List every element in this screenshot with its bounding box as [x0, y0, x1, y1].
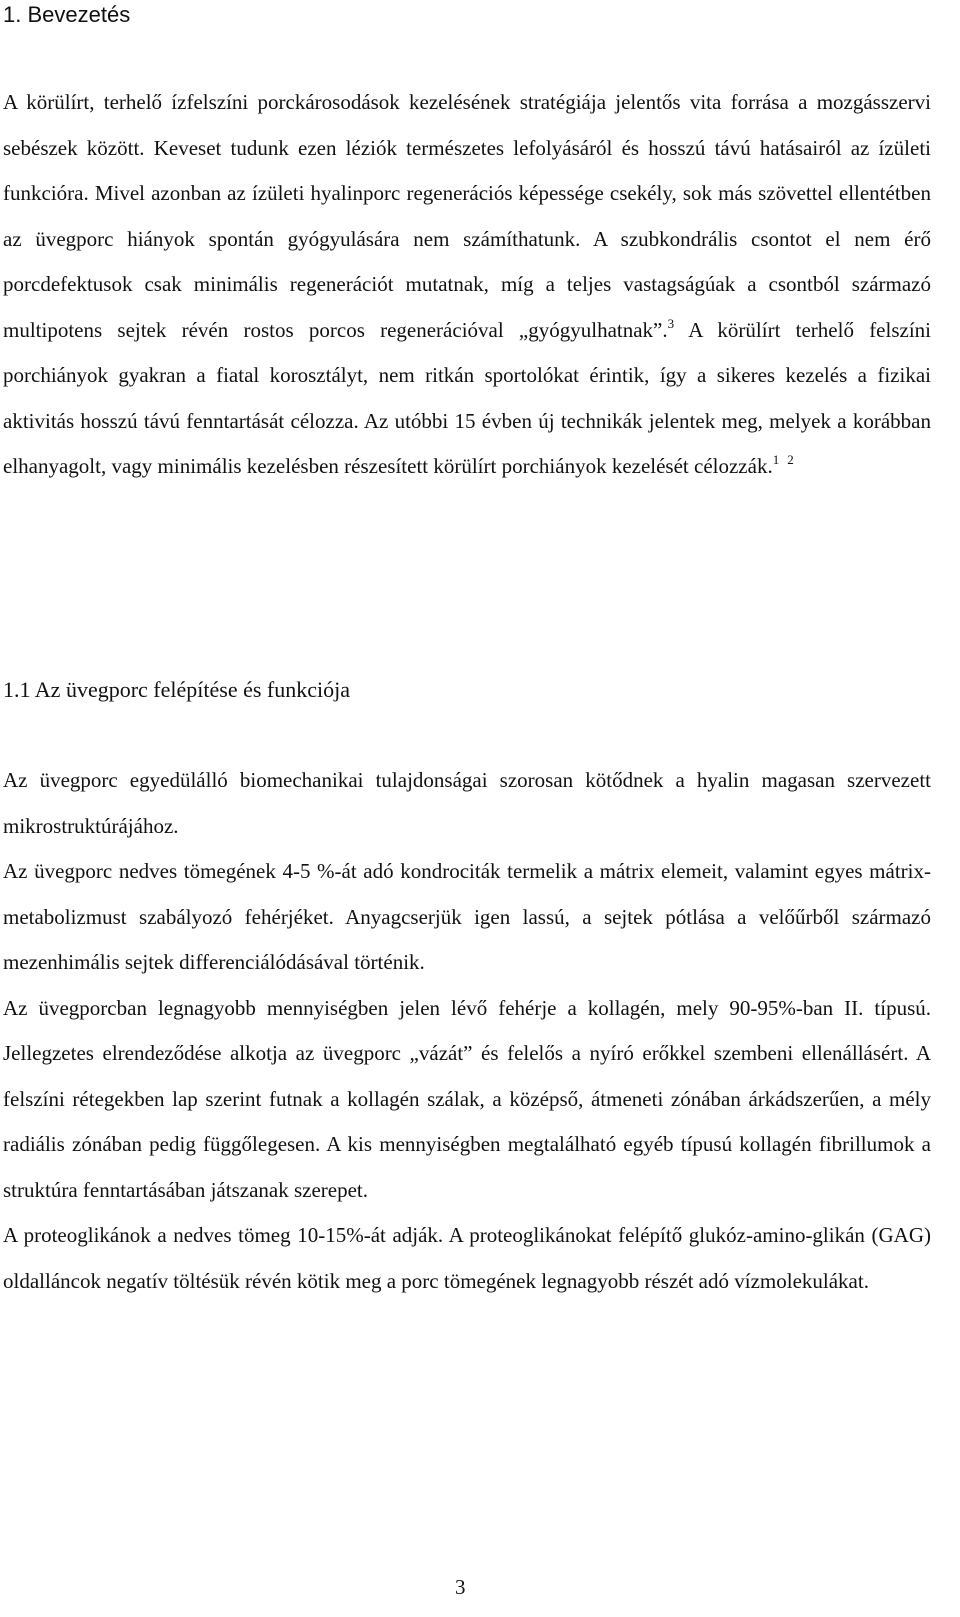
- section-paragraph: Az üvegporc nedves tömegének 4-5 %-át adó kondrociták termelik a mátrix elemeit, valamint egyes mátrix-metabolizmust szabályozó fehérjéket. Anyagcserjük igen lassú, a sejtek pótlása a velőűrből származó mezenhimális sejtek differenciálódásával történik.: [3, 859, 931, 974]
- reference-superscript: 3: [667, 315, 675, 331]
- chapter-heading: 1. Bevezetés: [3, 2, 131, 27]
- reference-superscript: 1 2: [772, 452, 794, 467]
- intro-text-part-2: A körülírt terhelő felszíni porchiányok gyakran a fiatal korosztályt, nem ritkán sportolókat érintik, így a sikeres kezelés a fizikai aktivitás hosszú távú fenntartását célozza. Az utóbbi 15 évben új technikák jelentek meg, melyek a korábban elhanyagolt, vagy minimális kezelésben részesített körülírt porchiányok kezelését célozzák.: [3, 317, 932, 478]
- section-paragraph: Az üvegporc egyedülálló biomechanikai tulajdonságai szorosan kötődnek a hyalin magasan szervezett mikrostruktúrájához.: [3, 768, 931, 838]
- section-paragraph: A proteoglikánok a nedves tömeg 10-15%-át adják. A proteoglikánokat felépítő glukóz-amino-glikán (GAG) oldalláncok negatív töltésük révén kötik meg a porc tömegének legnagyobb részét adó vízmolekulákat.: [3, 1223, 931, 1293]
- page-number: 3: [455, 1575, 466, 1599]
- section-heading: 1.1 Az üvegporc felépítése és funkciója: [3, 677, 350, 702]
- section-paragraph: Az üvegporcban legnagyobb mennyiségben jelen lévő fehérje a kollagén, mely 90-95%-ban II. típusú. Jellegzetes elrendeződése alkotja az üvegporc „vázát” és felelős a nyíró erőkkel szembeni ellenállásért. A felszíni rétegekben lap szerint futnak a kollagén szálak, a középső, átmeneti zónában árkádszerűen, a mély radiális zónában pedig függőlegesen. A kis mennyiségben megtalálható egyéb típusú kollagén fibrillumok a struktúra fenntartásában játszanak szerepet.: [3, 995, 931, 1202]
- intro-text-part-1: A körülírt, terhelő ízfelszíni porckárosodások kezelésének stratégiája jelentős vita forrása a mozgásszervi sebészek között. Keveset tudunk ezen léziók természetes lefolyásáról és hosszú távú hatásairól az ízületi funkcióra. Mivel azonban az ízületi hyalinporc regenerációs képessége csekély, sok más szövettel ellentétben az üvegporc hiányok spontán gyógyulására nem számíthatunk. A szubkondrális csontot el nem érő porcdefektusok csak minimális regenerációt mutatnak, míg a teljes vastagságúak a csontból származó multipotens sejtek révén rostos porcos regenerációval „gyógyulhatnak”.: [3, 90, 931, 342]
- intro-paragraph: [3, 80, 931, 490]
- section-body: [3, 758, 931, 1304]
